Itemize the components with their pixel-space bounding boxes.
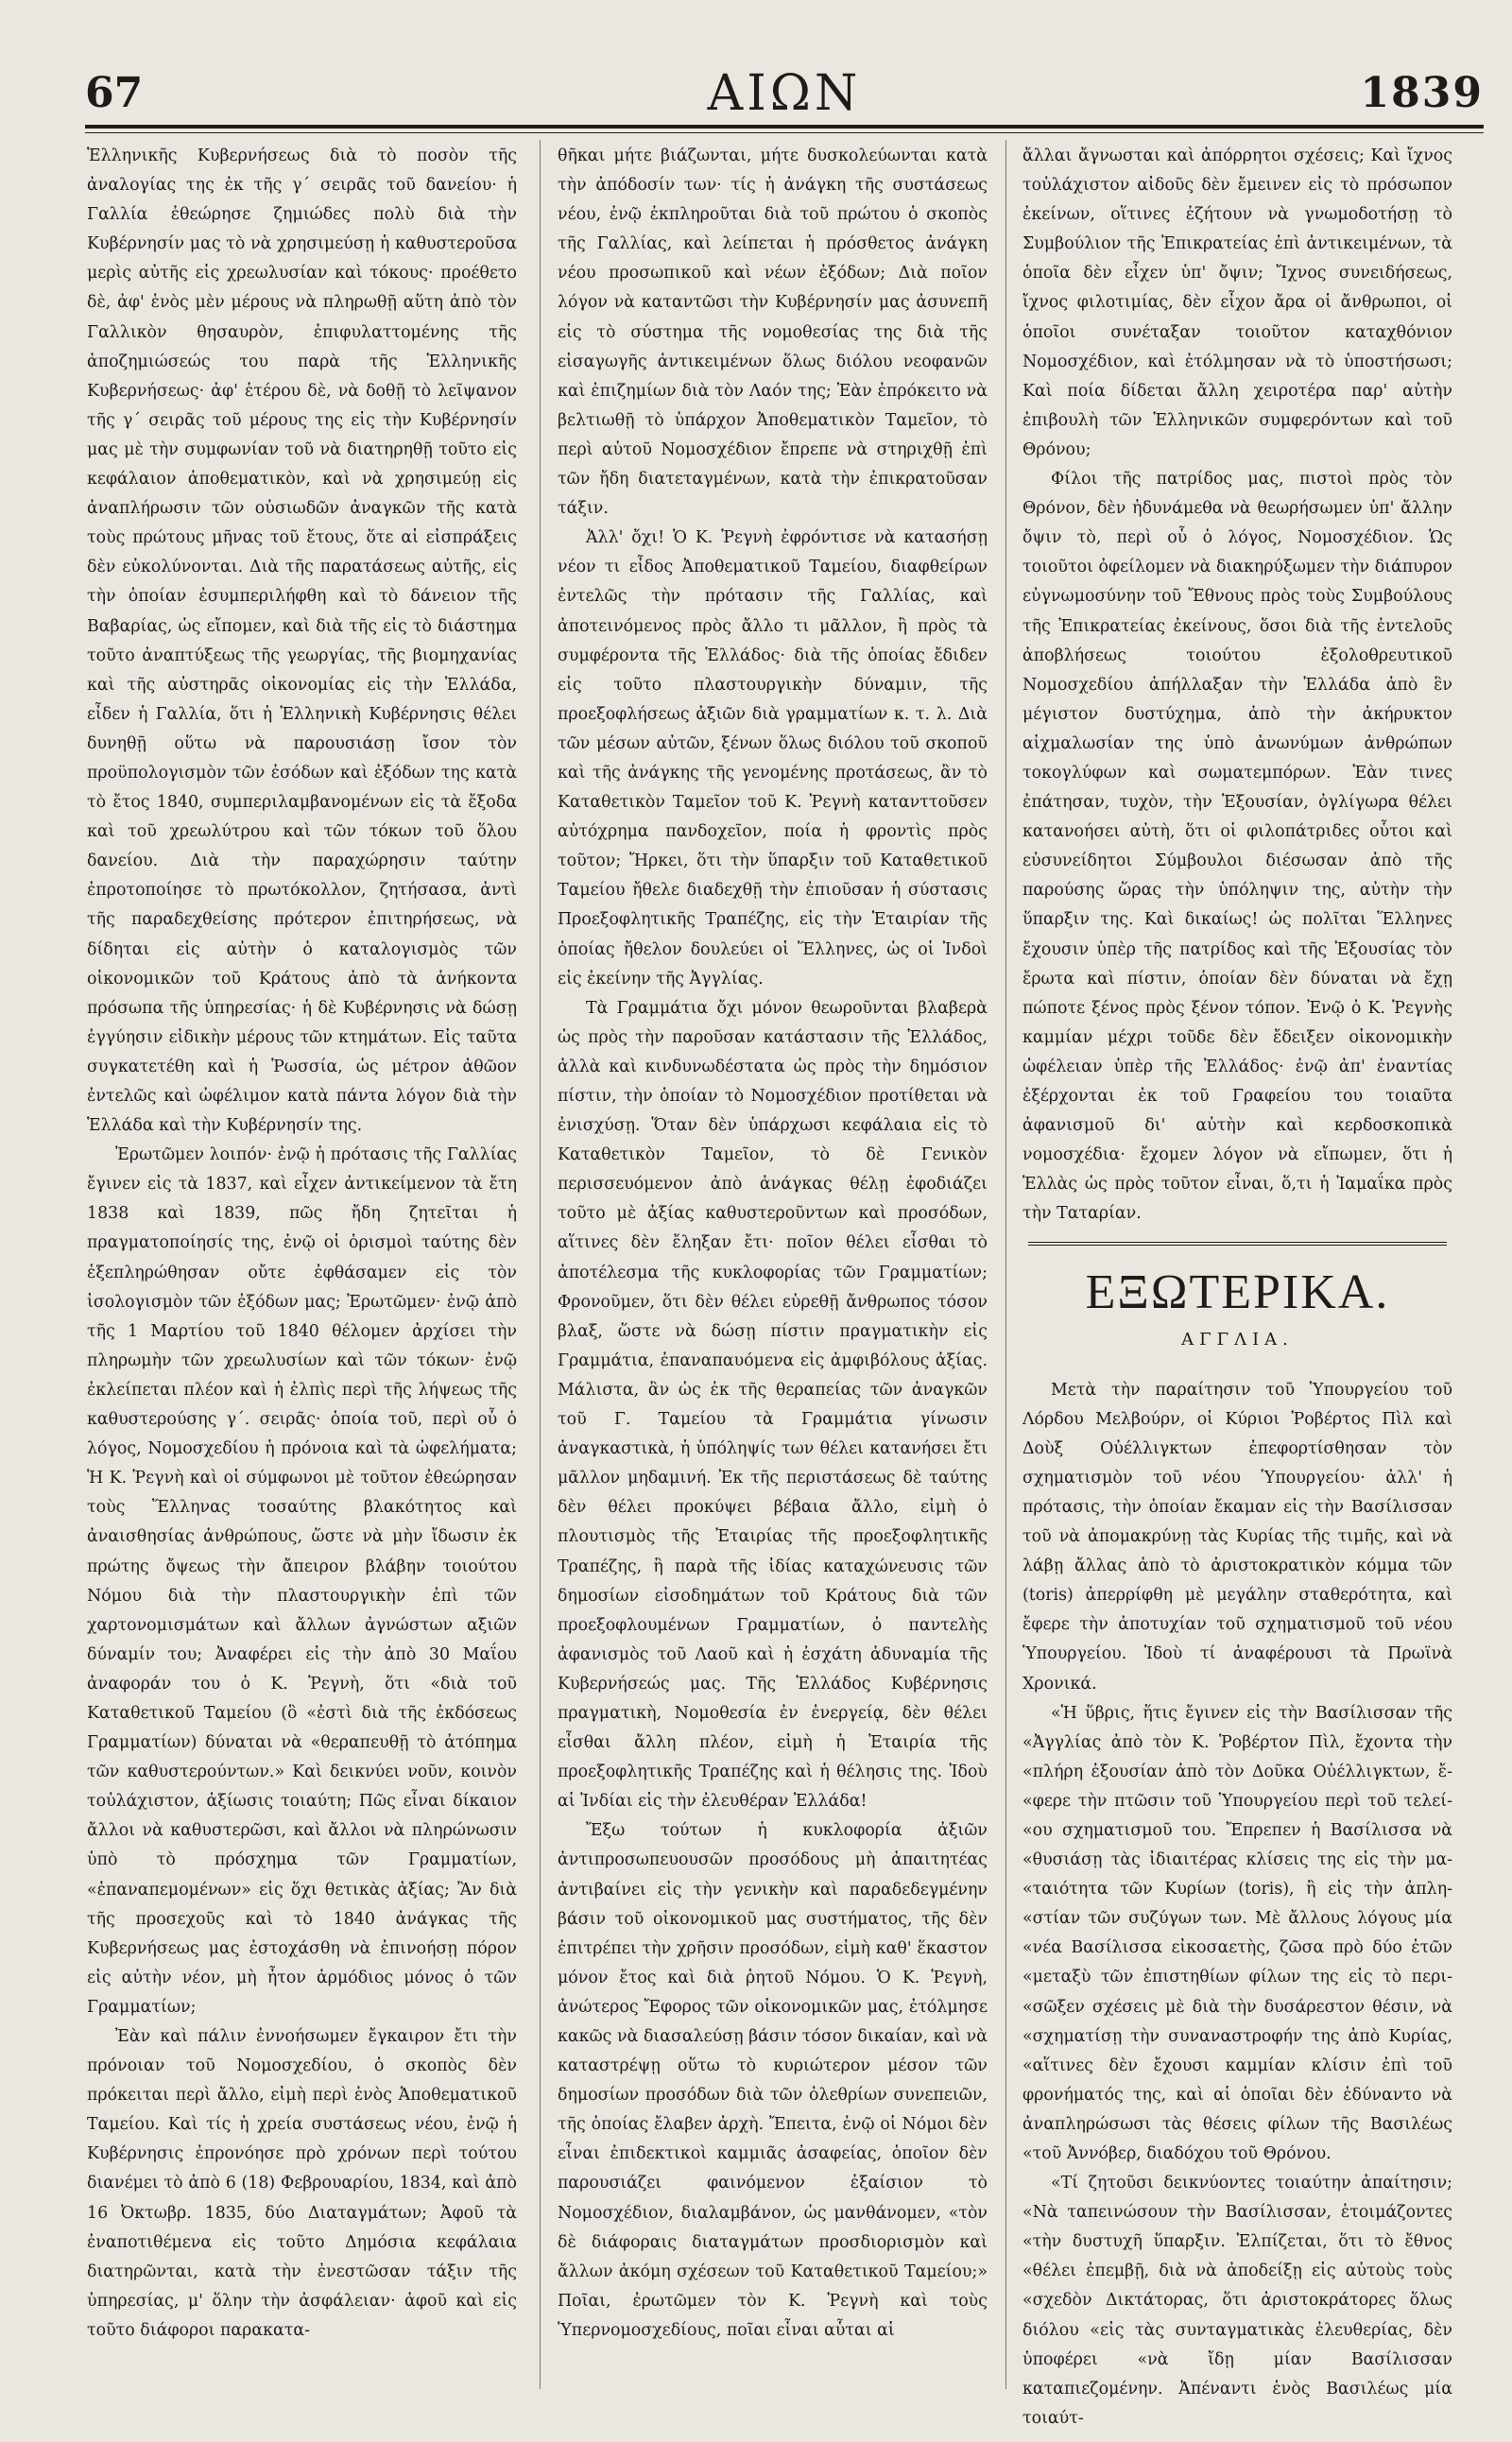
paragraph: Ἐὰν καὶ πάλιν ἐννοήσωμεν ἔγκαιρον ἔτι τὴν πρόνοιαν τοῦ Νομοσχεδίου, ὁ σκοπὸς δὲν πρόκειται περὶ ἄλλο, εἰμὴ περὶ ἑνὸς Ἀποθεματικοῦ Ταμείου. Καὶ τίς ἡ χρεία συστάσεως νέου, ἐνῷ ἡ Κυβέρνησις ἐπρονόησε πρὸ χρόνων περὶ τούτου διανέμει τὸ ἀπὸ 6 (18) Φεβρουαρίου, 1834, καὶ ἀπὸ 16 Ὀκτωβρ. 1835, δύο Διαταγμάτων; Ἀφοῦ τὰ ἐναποτιθέμενα εἰς τοῦτο Δημόσια κεφάλαια διατηρῶνται, κατὰ τὴν ἐνεστῶσαν τάξιν τῆς ὑπηρεσίας, μ' ὅλην τὴν ἀσφάλειαν· ἀφοῦ καὶ εἰς τοῦτο διάφοροι παρακατα- [87, 2027, 517, 2340]
column-divider [540, 140, 541, 2389]
column-2 [558, 142, 988, 2400]
column-1 [87, 142, 517, 2400]
header-rule [85, 125, 1484, 129]
paragraph: Μετὰ τὴν παραίτησιν τοῦ Ὑπουργείου τοῦ Λόρδου Μελβούρν, οἱ Κύριοι Ῥοβέρτος Πὶλ καὶ Δοὺξ Οὐέλλιγκτων ἐπεφορτίσθησαν τὸν σχηματισμὸν τοῦ νέου Ὑπουργείου· ἀλλ' ἡ πρότασις, τὴν ὁποίαν ἔκαμαν εἰς τὴν Βασίλισσαν τοῦ νὰ ἀπομακρύνῃ τὰς Κυρίας τῆς τιμῆς, καὶ νὰ λάβῃ ἄλλας ἀπὸ τὸ ἀριστοκρατικὸν κόμμα τῶν (toris) ἀπερρίφθη μὲ μεγάλην σταθερότητα, καὶ ἔφερε τὴν ἀποτυχίαν τοῦ σχηματισμοῦ τοῦ νέου Ὑπουργείου. Ἰδοὺ τί ἀναφέρουσι τὰ Πρωϊνὰ Χρονικά. [1022, 1380, 1452, 1694]
issue-year: 1839 [1360, 69, 1484, 117]
section-separator [1028, 1242, 1447, 1247]
header-rule-thin [85, 132, 1484, 133]
column-3 [1022, 142, 1452, 2428]
paragraph: Ἔξω τούτων ἡ κυκλοφορία ἀξιῶν ἀντιπροσωπευουσῶν προσόδους μὴ ἀπαιτητέας ἀντιβαίνει εἰς τὴν γενικὴν καὶ παραδεδεγμένην βάσιν τοῦ οἰκονομικοῦ μας συστήματος, τῆς δὲν ἐπιτρέπει τὴν χρῆσιν προσόδων, εἰμὴ καθ' ἕκαστον μόνον ἔτος καὶ διὰ ῥητοῦ Νόμου. Ὁ Κ. Ῥεγνὴ, ἀνώτερος Ἔφορος τῶν οἰκονομικῶν μας, ἐτόλμησε κακῶς νὰ διασαλεύσῃ βάσιν τόσον δικαίαν, καὶ νὰ καταστρέψῃ οὕτω τὸ κυριώτερον μέσον τῶν δημοσίων προσόδων διὰ τῶν ὀλεθρίων συνεπειῶν, τῆς ὁποίας ἔλαβεν ἀρχὴ. Ἔπειτα, ἐνῷ οἱ Νόμοι δὲν εἶναι ἐπιδεκτικοὶ καμμιᾶς ἀσαφείας, ὁποῖον δὲν παρουσιάζει φαινόμενον ἐξαίσιον τὸ Νομοσχέδιον, διαλαμβάνον, ὡς μανθάνομεν, «τὸν δὲ διάφοραις διαταγμάτων προσδιορισμὸν καὶ ἄλλων ἀκόμη σχέσεων τοῦ Καταθετικοῦ Ταμείου;» Ποῖαι, ἐρωτῶμεν τὸν Κ. Ῥεγνὴ καὶ τοὺς Ὑπερνομοσχεδίους, ποῖαι εἶναι αὗται αἱ [558, 1821, 988, 2340]
paragraph: Τὰ Γραμμάτια ὄχι μόνον θεωροῦνται βλαβερὰ ὡς πρὸς τὴν παροῦσαν κατάστασιν τῆς Ἑλλάδος, ἀλλὰ καὶ κινδυνωδέστατα ὡς πρὸς τὴν δημόσιον πίστιν, τὴν ὁποίαν τὸ Νομοσχέδιον προτίθεται νὰ ἐνισχύσῃ. Ὅταν δὲν ὑπάρχωσι κεφάλαια εἰς τὸ Καταθετικὸν Ταμεῖον, τὸ δὲ Γενικὸν περισσευόμενον ἀπὸ ἀνάγκας θέλῃ ἐφοδιάζει τοῦτο μὲ ἀξίας καθυστεροῦντων καὶ προσόδων, αἵτινες δὲν ἔληξαν ἔτι· ποῖον θέλει εἶσθαι τὸ ἀποτέλεσμα τῆς κυκλοφορίας τῶν Γραμματίων; Φρονοῦμεν, ὅτι δὲν θέλει εὑρεθῇ ἄνθρωπος τόσον βλαξ, ὥστε νὰ δώσῃ πίστιν πραγματικὴν εἰς Γραμμάτια, ἐπαναπαυόμενα εἰς ἀμφιβόλους ἀξίας. Μάλιστα, ἂν ὡς ἐκ τῆς θεραπείας τῶν ἀναγκῶν τοῦ Γ. Ταμείου τὰ Γραμμάτια γίνωσιν ἀναγκαστικὰ, ἡ ὑπόληψίς των θέλει κατανήσει ἔτι μᾶλλον μηδαμινή. Ἐκ τῆς περιστάσεως δὲ ταύτης δὲν θέλει προκύψει βέβαια ἄλλο, εἰμὴ ὁ πλουτισμὸς τῆς Ἑταιρίας τῆς προεξοφλητικῆς Τραπέζης, ἢ παρὰ τῆς ἰδίας καταχώνευσις τῶν δημοσίων εἰσοδημάτων τοῦ Κράτους διὰ τῶν προεξοφλουμένων Γραμματίων, ὁ παντελὴς ἀφανισμὸς τοῦ Λαοῦ καὶ ἡ ἐσχάτη ἀδυναμία τῆς Κυβερνήσεώς μας. Τῆς Ἑλλάδος Κυβέρνησις πραγματικὴ, Νομοθεσία ἐν ἐνεργείᾳ, δὲν θέλει εἶσθαι ἄλλη πλέον, εἰμὴ ἡ Ἑταιρία τῆς προεξοφλητικῆς Τραπέζης καὶ ἡ θέλησις της. Ἰδοὺ αἱ Ἰνδίαι εἰς τὴν ἐλευθέραν Ἑλλάδα! [558, 998, 988, 1812]
paragraph: Φίλοι τῆς πατρίδος μας, πιστοὶ πρὸς τὸν Θρόνον, δὲν ἠδυνάμεθα νὰ θεωρήσωμεν ὑπ' ἄλλην ὄψιν τὸ, περὶ οὗ ὁ λόγος, Νομοσχέδιον. Ὡς τοιοῦτοι ὀφείλομεν νὰ διακηρύξωμεν τὴν διάπυρον εὐγνωμοσύνην τοῦ Ἔθνους πρὸς τοὺς Συμβούλους τῆς Ἐπικρατείας ἐκείνους, ὅσοι διὰ τῆς ἐντελοῦς ἀποβλήσεως τοιούτου ἐξολοθρευτικοῦ Νομοσχεδίου ἀπήλλαξαν τὴν Ἑλλάδα ἀπὸ ἓν μέγιστον δυστύχημα, ἀπὸ τὴν ἀκήρυκτον αἰχμαλωσίαν της ὑπὸ ἀνωνύμων ἀνθρώπων τοκογλύφων καὶ σωματεμπόρων. Ἐὰν τινες ἐπάτησαν, τυχὸν, τὴν Ἐξουσίαν, ὀγλίγωρα θέλει κατανοήσει αὐτὴ, ὅτι οἱ φιλοπάτριδες οὗτοι καὶ εὐσυνείδητοι Σύμβουλοι διέσωσαν ἀπὸ τῆς παρούσης ὥρας τὴν ὑπόληψιν της, αὐτὴν τὴν ὕπαρξιν της. Καὶ δικαίως! ὡς πολῖται Ἕλληνες ἔχουσιν ὑπὲρ τῆς πατρίδος καὶ τῆς Ἐξουσίας τὸν ἔρωτα καὶ πίστιν, ὁποίαν δὲν δύναται νὰ ἔχῃ πώποτε ξένος πρὸς ξένον τόπον. Ἐνῷ ὁ Κ. Ῥεγνὴς καμμίαν μέχρι τοῦδε δὲν ἔδειξεν οἰκονομικὴν ὠφέλειαν ὑπὲρ τῆς Ἑλλάδος· ἐνῷ ἀπ' ἐναντίας ἐξέρχονται ἐκ τοῦ Γραφείου του τοιαῦτα ἀφανισμοῦ δι' αὐτὴν καὶ κερδοσκοπικὰ νομοσχέδια· ἔχομεν λόγον νὰ εἴπωμεν, ὅτι ἡ Ἑλλὰς ὡς πρὸς τοῦτον εἶναι, ὅ,τι ἡ Ἰαμαΐκα πρὸς τὴν Ταταρίαν. [1022, 470, 1452, 1224]
paragraph: «Τί ζητοῦσι δεικνύοντες τοιαύτην ἀπαίτησιν; «Νὰ ταπεινώσουν τὴν Βασίλισσαν, ἑτοιμάζοντες «τὴν δυστυχῆ ὕπαρξιν. Ἐλπίζεται, ὅτι τὸ ἔθνος «θέλει ἐπεμβῇ, διὰ νὰ ἀποδείξῃ εἰς αὐτοὺς τοὺς «σχεδὸν Δικτάτορας, ὅτι ἀριστοκράτορες ὅλως διόλου «εἰς τὰς συνταγματικὰς ἐλευθερίας, δὲν ὑποφέρει «νὰ ἴδῃ μίαν Βασίλισσαν καταπιεζομένην. Ἀπέναντι ἑνὸς Βασιλέως μία τοιαύτ- [1022, 2174, 1452, 2428]
paragraph: ἄλλαι ἄγνωσται καὶ ἀπόρρητοι σχέσεις; Καὶ ἴχνος τοὐλάχιστον αἰδοῦς δὲν ἔμεινεν εἰς τὸ πρόσωπον ἐκείνων, οἵτινες ἐζήτουν νὰ γνωμοδοτήσῃ τὸ Συμβούλιον τῆς Ἐπικρατείας ἐπὶ ἀντικειμένων, τὰ ὁποῖα δὲν εἶχεν ὑπ' ὄψιν; Ἴχνος συνειδήσεως, ἴχνος φιλοτιμίας, δὲν εἶχον ἄρα οἱ ἄνθρωποι, οἱ ὁποῖοι συνέταξαν τοιοῦτον καταχθόνιον Νομοσχέδιον, καὶ ἐτόλμησαν νὰ τὸ ὑποστήσωσι; Καὶ ποία δίδεται ἄλλη χειροτέρα παρ' αὐτὴν ἐπιβουλὴ τῶν Ἑλληνικῶν συμφερόντων καὶ τοῦ Θρόνου; [1022, 146, 1452, 459]
paragraph: Ἀλλ' ὄχι! Ὁ Κ. Ῥεγνὴ ἐφρόντισε νὰ κατασήσῃ νέον τι εἶδος Ἀποθεματικοῦ Ταμείου, διαφθείρων ἐντελῶς τὴν πρότασιν τῆς Γαλλίας, καὶ ἀποτεινόμενος πρὸς ἄλλο τι μᾶλλον, ἢ πρὸς τὰ συμφέροντα τῆς Ἑλλάδος· διὰ τῆς ὁποίας ἔδιδεν εἰς τοῦτο πλαστουργικὴν δύναμιν, τῆς προεξοφλήσεως ἀξιῶν διὰ γραμματίων κ. τ. λ. Διὰ τῶν μέσων αὐτῶν, ξένων ὅλως διόλου τοῦ σκοποῦ καὶ τῆς ἀνάγκης τῆς γενομένης προτάσεως, ἂν τὸ Καταθετικὸν Ταμεῖον τοῦ Κ. Ῥεγνὴ κατανττοῦσεν αὐτόχρημα πανδοχεῖον, ποία ἡ φροντὶς πρὸς τοῦτον; Ἤρκει, ὅτι τὴν ὕπαρξιν τοῦ Καταθετικοῦ Ταμείου ἤθελε διαδεχθῇ τὴν ἐπιοῦσαν ἡ σύστασις Προεξοφλητικῆς Τραπέζης, εἰς τὴν Ἑταιρίαν τῆς ὁποίας ἤθελον δουλεύει οἱ Ἕλληνες, ὡς οἱ Ἰνδοὶ εἰς ἐκείνην τῆς Ἀγγλίας. [558, 528, 988, 989]
page-number: 67 [85, 69, 144, 117]
paragraph: θῆκαι μήτε βιάζωνται, μήτε δυσκολεύωνται κατὰ τὴν ἀπόδοσίν των· τίς ἡ ἀνάγκη τῆς συστάσεως νέου, ἐνῷ ἐκπληροῦται διὰ τοῦ πρώτου ὁ σκοπὸς τῆς Γαλλίας, καὶ λείπεται ἡ πρόσθετος ἀνάγκη νέου προσωπικοῦ καὶ νέων ἐξόδων; Διὰ ποῖον λόγον νὰ καταντῶσι τὴν Κυβέρνησίν μας ἀσυνεπῆ εἰς τὸ σύστημα τῆς νομοθεσίας της διὰ τῆς εἰσαγωγῆς ἀντικειμένων ὅλως διόλου νεοφανῶν καὶ ἐπιζημίων διὰ τὸν Λαόν της; Ἐὰν ἐπρόκειτο νὰ βελτιωθῇ τὸ ὑπάρχον Ἀποθεματικὸν Ταμεῖον, τὸ περὶ αὐτοῦ Νομοσχέδιον ἔπρεπε νὰ στηριχθῇ ἐπὶ τῶν ἤδη διατεταγμένων, κατὰ τὴν ἐπικρατοῦσαν τάξιν. [558, 146, 988, 519]
paragraph: Ἐρωτῶμεν λοιπόν· ἐνῷ ἡ πρότασις τῆς Γαλλίας ἔγινεν εἰς τὰ 1837, καὶ εἶχεν ἀντικείμενον τὰ ἔτη 1838 καὶ 1839, πῶς ἤδη ζητεῖται ἡ πραγματοποίησίς της, ἐνῷ οἱ ὁρισμοὶ ταύτης δὲν ἐξεπληρώθησαν οὔτε ἐφθάσαμεν εἰς τὸν ἰσολογισμὸν τῶν ἐξόδων μας; Ἐρωτῶμεν· ἐνῷ ἀπὸ τῆς 1 Μαρτίου τοῦ 1840 θέλομεν ἀρχίσει τὴν πληρωμὴν τῶν χρεωλυσίων καὶ τῶν τόκων· ἐνῷ ἐκλείπεται πλέον καὶ ἡ ἐλπὶς περὶ τῆς λήψεως τῆς καθυστερούσης γ΄. σειρᾶς· ὁποία τοῦ, περὶ οὗ ὁ λόγος, Νομοσχεδίου ἡ πρόνοια καὶ τὰ ὠφελήματα; Ἡ Κ. Ῥεγνὴ καὶ οἱ σύμφωνοι μὲ τοῦτον ἐθεώρησαν τοὺς Ἕλληνας τοσαύτης βλακότητος καὶ ἀναισθησίας ἀνθρώπους, ὥστε νὰ μὴν ἴδωσιν ἐκ πρώτης ὄψεως τὴν ἄπειρον βλάβην τοιούτου Νόμου διὰ τὴν πλαστουργικὴν ἐπὶ τῶν χαρτονομισμάτων καὶ ἄλλων ἀγνώστων αξιῶν δύναμίν του; Ἀναφέρει εἰς τὴν ἀπὸ 30 Μαΐου ἀναφοράν του ὁ Κ. Ῥεγνὴ, ὅτι «διὰ τοῦ Καταθετικοῦ Ταμείου (ὃ «ἐστὶ διὰ τῆς ἐκδόσεως Γραμματίων) δύναται νὰ «θεραπευθῇ τὸ ἀτόπημα τῶν καθυστερούντων.» Καὶ δεικνύει νοῦν, κοινὸν τοὐλάχιστον, ἀξίωσις τοιαύτη; Πῶς εἶναι δίκαιον ἄλλοι νὰ καθυστερῶσι, καὶ ἄλλοι νὰ πληρώνωσιν ὑπὸ τὸ πρόσχημα τῶν Γραμματίων, «ἐπαναπεμομένων» εἰς ὅχι θετικὰς ἀξίας; Ἂν διὰ τῆς προσεχοῦς καὶ τὸ 1840 ἀνάγκας τῆς Κυβερνήσεως μας ἐστοχάσθη νὰ ἐπινοήσῃ πόρον εἰς αὐτὴν νέον, μὴ ἦτον ἁρμόδιος μόνος ὁ τῶν Γραμματίων; [87, 1145, 517, 2017]
paragraph: «Ἡ ὕβρις, ἥτις ἔγινεν εἰς τὴν Βασίλισσαν τῆς «Ἀγγλίας ἀπὸ τὸν Κ. Ῥοβέρτον Πὶλ, ἔχοντα τὴν «πλήρη ἐξουσίαν ἀπὸ τὸν Δοῦκα Οὐέλλιγκτων, ἔ- «φερε τὴν πτῶσιν τοῦ Ὑπουργείου περὶ τοῦ τελεί- «ου σχηματισμοῦ του. Ἔπρεπεν ἡ Βασίλισσα νὰ «θυσιάσῃ τὰς ἰδιαιτέρας κλίσεις της εἰς τὴν μα- «ταιότητα τῶν Κυρίων (toris), ἢ εἰς τὴν ἀπλη- «στίαν τῶν συζύγων των. Μὲ ἄλλους λόγους μία «νέα Βασίλισσα εἰκοσαετὴς, ζῶσα πρὸ δύο ἐτῶν «μεταξὺ τῶν ἐπιστηθίων φίλων της εἰς τὸ περι- «σῶξεν σχέσεις μὲ διὰ τὴν δυσάρεστον θέσιν, νὰ «σχηματίσῃ τὴν συναναστροφήν της ἀπὸ Κυρίας, «αἵτινες δὲν ἔχουσι καμμίαν κλίσιν ἐπὶ τοῦ φρονήματός της, καὶ αἱ ὁποῖαι δὲν ἐδύναντο νὰ ἀναπληρώσωσι τὰς θέσεις φίλων τῆς Βασιλέως «τοῦ Ἀννόβερ, διαδόχου τοῦ Θρόνου. [1022, 1703, 1452, 2163]
masthead [85, 52, 1484, 128]
newspaper-title: ΑΙΩΝ [707, 65, 862, 122]
section-subtitle: ΑΓΓΛΙΑ. [1181, 1330, 1294, 1350]
section-title: ΕΞΩΤΕΡΙΚΑ. [1085, 1265, 1390, 1320]
column-divider [1005, 140, 1006, 2389]
paragraph: Ἑλληνικῆς Κυβερνήσεως διὰ τὸ ποσὸν τῆς ἀναλογίας της ἐκ τῆς γ΄ σειρᾶς τοῦ δανείου· ἡ Γαλλία ἐθεώρησε ζημιώδες πολὺ διὰ τὴν Κυβέρνησίν μας τὸ νὰ χρησιμεύσῃ ἡ καθυστεροῦσα μερὶς αὐτῆς εἰς χρεωλυσίαν καὶ τόκους· προέθετο δὲ, ἀφ' ἑνὸς μὲν μέρους νὰ πληρωθῇ αὕτη ἀπὸ τὸν Γαλλικὸν θησαυρὸν, ἐπιφυλαττομένης τῆς ἀποζημιώσεώς του παρὰ τῆς Ἑλληνικῆς Κυβερνήσεως· ἀφ' ἑτέρου δὲ, νὰ δοθῇ τὸ λεῖψανον τῆς γ΄ σειρᾶς τοῦ μέρους της εἰς τὴν Κυβέρνησίν μας μὲ τὴν συμφωνίαν τοῦ νὰ διατηρηθῇ τοῦτο εἰς κεφάλαιον ἀποθεματικὸν, καὶ νὰ χρησιμεύῃ εἰς ἀναπλήρωσιν τῶν οὐσιωδῶν ἀναγκῶν τῆς κατὰ τοὺς πρώτους μῆνας τοῦ ἔτους, ὅτε αἱ εἰσπράξεις δὲν εὐκολύνονται. Διὰ τῆς παρατάσεως αὐτῆς, εἰς τὴν ὁποίαν ἐσυμπεριλήφθη καὶ τὸ δάνειον τῆς Βαβαρίας, ὡς εἴπομεν, καὶ διὰ τῆς εἰς τὸ διάστημα τοῦτο ἀναπτύξεως τῆς γεωργίας, τῆς βιομηχανίας καὶ τῆς αὐστηρᾶς οἰκονομίας εἰς τὴν Ἑλλάδα, εἶδεν ἡ Γαλλία, ὅτι ἡ Ἑλληνικὴ Κυβέρνησις θέλει δυνηθῇ οὕτω νὰ παρουσιάσῃ ἴσον τὸν προϋπολογισμὸν τῶν ἐσόδων καὶ ἐξόδων της κατὰ τὸ ἔτος 1840, συμπεριλαμβανομένων εἰς τὰ ἔξοδα καὶ τοῦ χρεωλύτρου καὶ τῶν τόκων τοῦ ὅλου δανείου. Διὰ τὴν παραχώρησιν ταύτην ἐπροτοποίησε τὸ πρωτόκολλον, ζητήσασα, ἀντὶ τῆς παραδεχθείσης πρότερον ἐπιτηρήσεως, νὰ δίδηται εἰς αὐτὴν ὁ καταλογισμὸς τῶν οἰκονομικῶν τοῦ Κράτους ἀπὸ τὰ ἁνήκοντα πρόσωπα τῆς ὑπηρεσίας· ἡ δὲ Κυβέρνησις νὰ δώσῃ ἐγγύησιν εἰδικὴν μέρους τῶν κτημάτων. Εἰς ταῦτα συγκατετέθη καὶ ἡ Ῥωσσία, ὡς μέτρον ἀθῶον ἐντελῶς καὶ ὠφέλιμον κατὰ πάντα λόγον διὰ τὴν Ἑλλάδα καὶ τὴν Κυβέρνησίν της. [87, 146, 517, 1136]
